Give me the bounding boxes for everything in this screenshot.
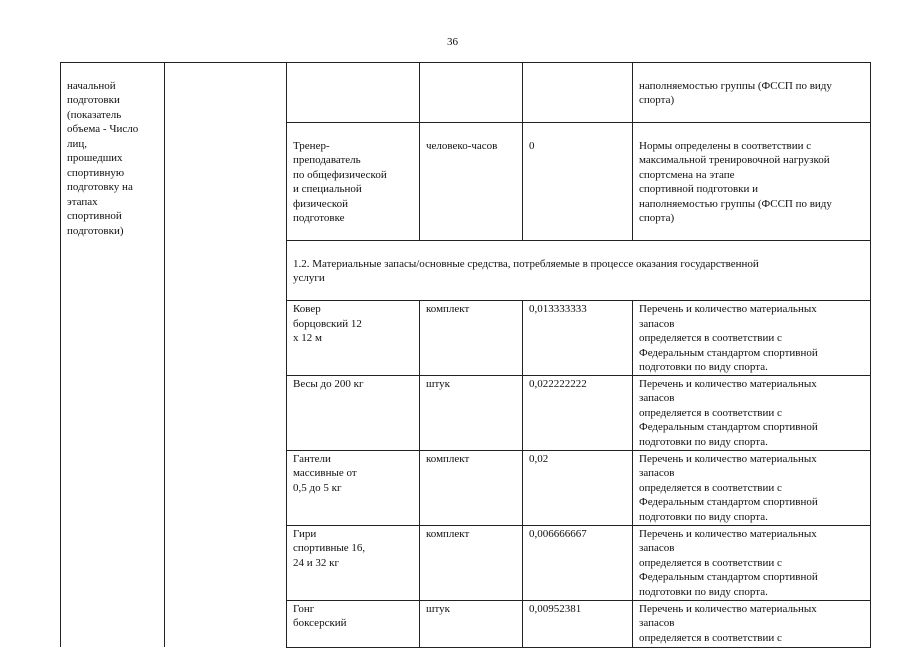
page-number: 36: [447, 36, 458, 48]
name-text: Гири спортивные 16, 24 и 32 кг: [293, 527, 366, 569]
value-text: 0,00952381: [529, 602, 582, 615]
name-cell: [287, 63, 420, 123]
indicator-text: начальной подготовки (показатель объема - Число лиц, прошедших спортивную подготовку на этапах спортивной подготовки): [67, 79, 139, 237]
name-text: Гонг боксерский: [293, 602, 347, 629]
note-text: наполняемостью группы (ФССП по виду спорта): [639, 79, 832, 106]
note-text: Перечень и количество материальных запасов определяется в соответствии с Федеральным стандартом спортивной подготовки по виду спорта.: [639, 452, 818, 523]
unit-text: человеко-часов: [426, 139, 498, 152]
note-text: Перечень и количество материальных запасов определяется в соответствии с: [639, 602, 817, 644]
value-text: 0: [529, 139, 535, 152]
value-cell: [523, 63, 633, 123]
note-cell: [633, 450, 871, 525]
section-header-text: 1.2. Материальные запасы/основные средства, потребляемые в процессе оказания государственной услуги: [293, 257, 759, 284]
unit-cell: [420, 63, 523, 123]
table-row: [61, 63, 871, 123]
name-cell: [287, 525, 420, 600]
name-cell: [287, 301, 420, 376]
note-cell: [633, 375, 871, 450]
indicator-cell: [61, 63, 165, 648]
name-text: Ковер борцовский 12 х 12 м: [293, 303, 362, 344]
note-text: Перечень и количество материальных запасов определяется в соответствии с Федеральным стандартом спортивной подготовки по виду спорта.: [639, 303, 818, 373]
value-cell: [523, 301, 633, 376]
note-cell: [633, 301, 871, 376]
name-cell: [287, 375, 420, 450]
unit-cell: [420, 450, 523, 525]
unit-text: комплект: [426, 452, 470, 465]
name-cell: [287, 123, 420, 241]
value-text: 0,006666667: [529, 527, 587, 540]
unit-cell: [420, 525, 523, 600]
value-cell: [523, 525, 633, 600]
unit-cell: [420, 375, 523, 450]
value-cell: [523, 123, 633, 241]
empty-column-cell: [165, 63, 287, 648]
value-cell: [523, 450, 633, 525]
unit-text: штук: [426, 602, 450, 615]
note-text: Перечень и количество материальных запасов определяется в соответствии с Федеральным стандартом спортивной подготовки по виду спорта.: [639, 377, 818, 448]
note-cell: [633, 525, 871, 600]
name-text: Весы до 200 кг: [293, 377, 364, 390]
name-text: Тренер- преподаватель по общефизической и специальной физической подготовке: [293, 139, 387, 224]
note-cell: [633, 123, 871, 241]
value-text: 0,02: [529, 452, 549, 465]
section-header-cell: [287, 241, 871, 301]
name-cell: [287, 450, 420, 525]
value-text: 0,013333333: [529, 303, 587, 315]
unit-cell: [420, 301, 523, 376]
services-table: [60, 62, 871, 648]
unit-text: комплект: [426, 527, 470, 540]
value-text: 0,022222222: [529, 377, 587, 390]
value-cell: [523, 375, 633, 450]
note-text: Нормы определены в соответствии с максимальной тренировочной нагрузкой спортсмена на этапе спортивной подготовки и наполняемостью группы (ФССП по виду спорта): [639, 139, 832, 224]
name-text: Гантели массивные от 0,5 до 5 кг: [293, 452, 357, 494]
unit-text: комплект: [426, 303, 470, 315]
note-cell: [633, 63, 871, 123]
unit-text: штук: [426, 377, 450, 390]
unit-cell: [420, 123, 523, 241]
note-text: Перечень и количество материальных запасов определяется в соответствии с Федеральным стандартом спортивной подготовки по виду спорта.: [639, 527, 818, 598]
